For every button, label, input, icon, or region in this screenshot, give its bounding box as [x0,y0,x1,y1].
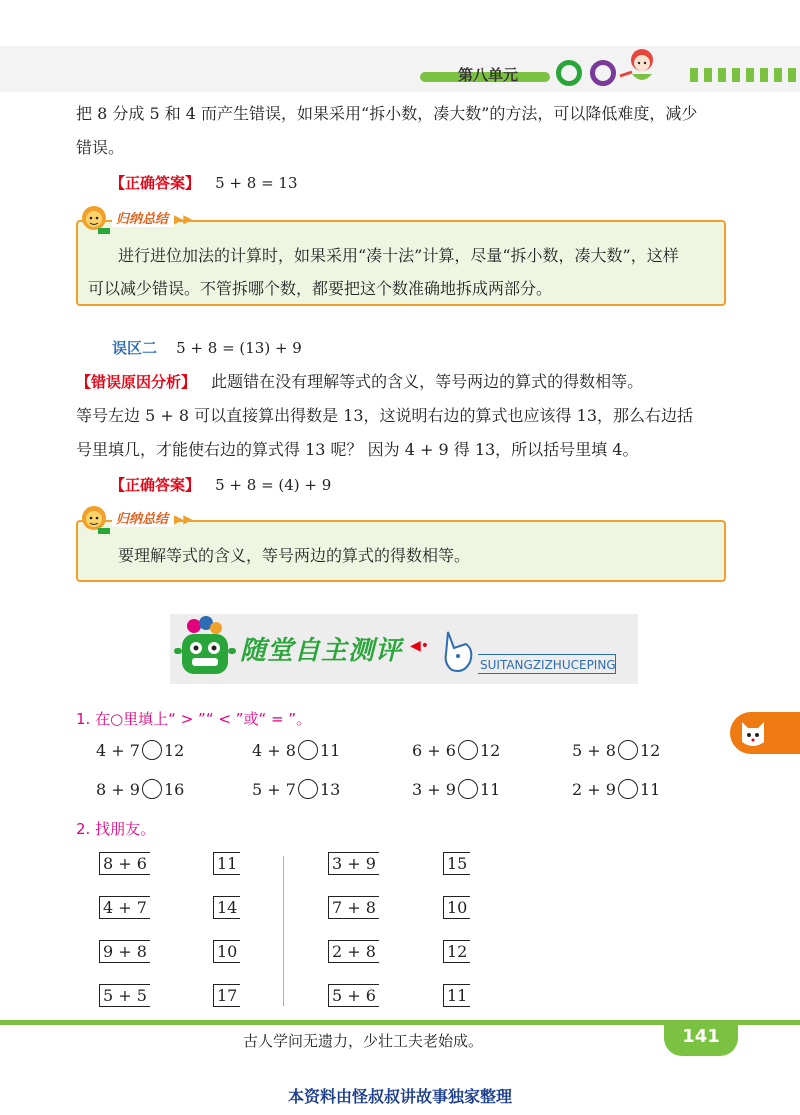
answer-circle[interactable] [298,779,318,799]
arrow-icon: ▶▶ [174,212,193,226]
summary-tag-text: 归纳总结 [112,512,174,527]
answer-formula: 5 + 8 = 13 [215,174,298,192]
answer-circle[interactable] [618,779,638,799]
header-band [0,46,800,92]
compare-right: 16 [163,779,185,799]
banner-pinyin: SUITANGZIZHUCEPING [478,654,616,674]
expr-card[interactable]: 5 + 6 [328,984,379,1007]
analysis-row [76,372,643,392]
number-card[interactable]: 14 [213,896,240,919]
compare-right: 12 [639,740,661,760]
answer-circle[interactable] [618,740,638,760]
monster-mascot-icon [172,614,238,686]
compare-right: 13 [319,779,341,799]
expr-card[interactable]: 3 + 9 [328,852,379,875]
answer-row [110,474,331,495]
summary-line: 要理解等式的含义，等号两边的算式的得数相等。 [118,546,471,565]
mistake-label: 误区二 [112,339,158,357]
compare-item [412,779,500,799]
compare-right: 11 [319,740,341,760]
header-stripes [690,68,800,82]
question-title: 1. 在○里填上“ > ”“ < ”或“ = ”。 [76,710,312,728]
analysis-label: 【错误原因分析】 [76,373,197,391]
number-card[interactable]: 10 [213,940,240,963]
compare-item [572,779,660,799]
bottom-note: 本资料由怪叔叔讲故事独家整理 [287,1087,512,1106]
analysis-text: 此题错在没有理解等式的含义，等号两边的算式的得数相等。 [211,372,644,391]
mistake-row [112,337,302,358]
number-card[interactable]: 15 [443,852,470,875]
number-card[interactable]: 11 [213,852,240,875]
compare-item [96,779,184,799]
analysis-line: 号里填几，才能使右边的算式得 13 呢？ 因为 4 + 9 得 13，所以括号里填 4。 [76,440,639,459]
number-card[interactable]: 10 [443,896,470,919]
answer-circle[interactable] [142,740,162,760]
expr-card[interactable]: 9 + 8 [99,940,150,963]
compare-item [412,740,500,760]
answer-formula: 5 + 8 = (4) + 9 [215,476,332,494]
answer-label: 【正确答案】 [110,174,201,192]
summary-line: 可以减少错误。不管拆哪个数，都要把这个数准确地拆成两部分。 [88,279,553,298]
compare-right: 11 [479,779,501,799]
compare-item [572,740,660,760]
paragraph-line: 错误。 [76,138,125,157]
summary-tag-text: 归纳总结 [112,212,174,227]
compare-left: 5 + 7 [252,779,296,799]
mistake-formula: 5 + 8 = (13) + 9 [176,339,302,357]
answer-row [110,172,298,193]
expr-card[interactable]: 7 + 8 [328,896,379,919]
cat-face-icon [736,716,770,750]
answer-circle[interactable] [458,779,478,799]
lion-mascot-icon [78,204,112,236]
number-card[interactable]: 11 [443,984,470,1007]
compare-left: 8 + 9 [96,779,140,799]
compare-item [252,740,340,760]
answer-circle[interactable] [458,740,478,760]
girl-mascot-icon [618,46,664,86]
answer-circle[interactable] [142,779,162,799]
summary-tag [112,208,192,227]
compare-left: 2 + 9 [572,779,616,799]
compare-left: 4 + 7 [96,740,140,760]
arrow-left-icon: ◀• [410,638,430,654]
number-card[interactable]: 12 [443,940,470,963]
compare-right: 11 [639,779,661,799]
unit-title: 第八单元 [458,66,519,84]
ring-green-icon [556,60,582,86]
compare-left: 5 + 8 [572,740,616,760]
number-card[interactable]: 17 [213,984,240,1007]
answer-label: 【正确答案】 [110,476,201,494]
compare-left: 3 + 9 [412,779,456,799]
compare-left: 6 + 6 [412,740,456,760]
expr-card[interactable]: 8 + 6 [99,852,150,875]
expr-card[interactable]: 2 + 8 [328,940,379,963]
summary-line: 进行进位加法的计算时，如果采用“凑十法”计算，尽量“拆小数，凑大数”，这样 [118,246,679,265]
pointing-hand-icon [440,626,476,676]
compare-right: 12 [163,740,185,760]
paragraph-line: 把 8 分成 5 和 4 而产生错误，如果采用“拆小数，凑大数”的方法，可以降低难度，减少 [76,104,698,123]
arrow-icon: ▶▶ [174,512,193,526]
compare-right: 12 [479,740,501,760]
analysis-line: 等号左边 5 + 8 可以直接算出得数是 13，这说明右边的算式也应该得 13，那么右边括 [76,406,694,425]
summary-tag [112,508,192,527]
answer-circle[interactable] [298,740,318,760]
banner-title: 随堂自主测评 [240,636,403,666]
compare-left: 4 + 8 [252,740,296,760]
expr-card[interactable]: 5 + 5 [99,984,150,1007]
footer-proverb: 古人学问无遗力，少壮工夫老始成。 [243,1032,484,1050]
compare-item [252,779,340,799]
divider-line [283,856,284,1006]
ring-purple-icon [590,60,616,86]
compare-item [96,740,184,760]
lion-mascot-icon [78,504,112,536]
page-number: 141 [682,1026,720,1047]
expr-card[interactable]: 4 + 7 [99,896,150,919]
question-title: 2. 找朋友。 [76,820,156,838]
